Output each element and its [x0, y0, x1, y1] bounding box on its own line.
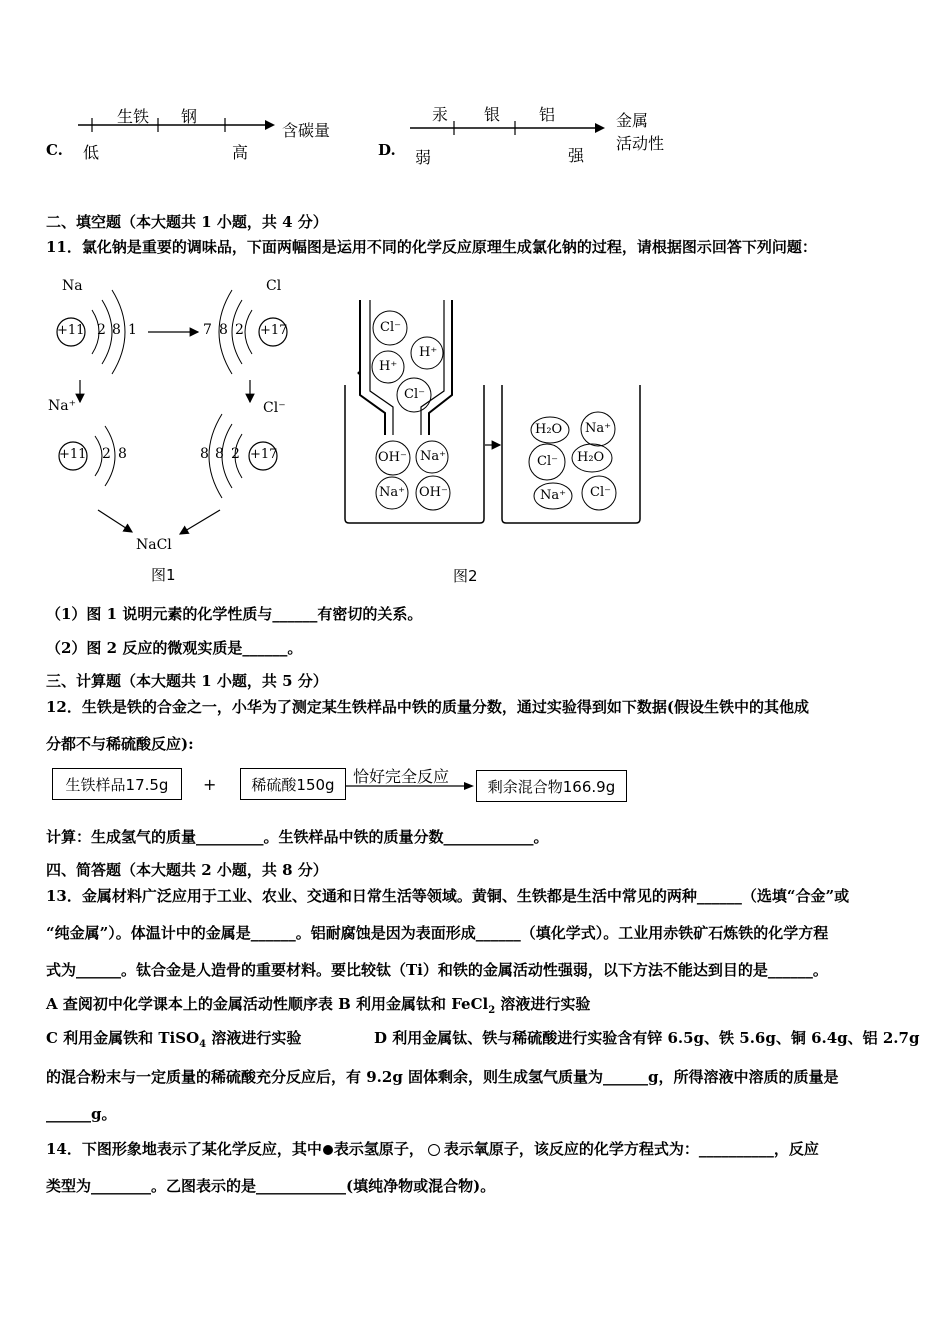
- beaker2-ion-1: H₂O: [535, 422, 563, 437]
- label-pig-iron: 生铁: [117, 107, 150, 126]
- question-13-line-2: “纯金属”）。体温计中的金属是______。铝耐腐蚀是因为表面形成______（填化学式）。工业用赤铁矿石炼铁的化学方程: [46, 924, 829, 942]
- cl-ion-shell-1: 8: [200, 446, 209, 462]
- question-14-line-2: 类型为________。乙图表示的是____________(填纯净物或混合物)。: [46, 1177, 496, 1195]
- label-mercury: 汞: [432, 105, 449, 124]
- cl-shell-2: 8: [219, 322, 228, 338]
- na-ion-shell-1: 2: [102, 446, 111, 462]
- label-na-ion: Na⁺: [48, 398, 76, 414]
- label-na: Na: [62, 278, 83, 294]
- question-13-option-ab: [46, 993, 590, 1016]
- beaker1-ion-2: Na⁺: [420, 449, 446, 464]
- question-11: 11．氯化钠是重要的调味品，下面两幅图是运用不同的化学反应原理生成氯化钠的过程，请根据图示回答下列问题：: [46, 238, 817, 256]
- oxygen-atom-icon: [428, 1144, 440, 1156]
- label-complete-reaction: 恰好完全反应: [353, 767, 450, 786]
- label-aluminum: 铝: [539, 105, 556, 124]
- tube-ion-2: H⁺: [419, 345, 438, 360]
- option-c-letter: C.: [46, 141, 63, 159]
- cl-ion-shell-3: 2: [231, 446, 240, 462]
- beaker2-ion-6: Cl⁻: [590, 485, 611, 500]
- tube-ion-1: Cl⁻: [380, 320, 401, 335]
- question-13-line-1: 13．金属材料广泛应用于工业、农业、交通和日常生活等领域。黄铜、生铁都是生活中常见的两种______（选填“合金”或: [46, 887, 850, 905]
- cl-nucleus-charge: +17: [260, 323, 288, 338]
- na-shell-1: 2: [97, 322, 106, 338]
- beaker1-ion-1: OH⁻: [378, 450, 407, 465]
- option-b-tail: 溶液进行实验: [495, 995, 591, 1013]
- label-cl-ion: Cl⁻: [263, 400, 286, 416]
- box-pig-iron-sample: 生铁样品17.5g: [52, 768, 182, 800]
- section-4-heading: 四、简答题（本大题共 2 小题，共 8 分）: [46, 861, 328, 879]
- label-strong: 强: [568, 146, 585, 165]
- cl-ion-nucleus-charge: +17: [250, 447, 278, 462]
- option-c-subscript: 4: [199, 1039, 207, 1050]
- q14-text-c: 表示氧原子，该反应的化学方程式为：__________，反应: [443, 1140, 819, 1158]
- beaker2-ion-4: H₂O: [577, 450, 605, 465]
- label-low: 低: [83, 143, 100, 162]
- label-metal: 金属: [616, 111, 649, 130]
- question-11-part-1: （1）图 1 说明元素的化学性质与______有密切的关系。: [46, 605, 423, 623]
- na-ion-nucleus-charge: +11: [59, 447, 87, 462]
- option-c-tail: 溶液进行实验: [206, 1029, 302, 1047]
- na-nucleus-charge: +11: [57, 323, 85, 338]
- question-13-line-7: ______g。: [46, 1105, 117, 1123]
- question-12-calc: 计算：生成氢气的质量_________。生铁样品中铁的质量分数____________。: [46, 828, 549, 846]
- cl-shell-1: 7: [203, 322, 212, 338]
- label-activity: 活动性: [616, 134, 665, 153]
- question-11-part-2: （2）图 2 反应的微观实质是______。: [46, 639, 303, 657]
- na-ion-shell-2: 8: [118, 446, 127, 462]
- tube-ion-4: Cl⁻: [404, 387, 425, 402]
- option-c-text: C 利用金属铁和 TiSO: [46, 1029, 200, 1047]
- question-14-line-1: [46, 1138, 819, 1159]
- section-3-heading: 三、计算题（本大题共 1 小题，共 5 分）: [46, 672, 328, 690]
- figure-1-diagram: [40, 270, 310, 590]
- figure-1-caption: 图1: [151, 566, 176, 584]
- na-shell-3: 1: [128, 322, 137, 338]
- beaker1-ion-3: Na⁺: [379, 485, 405, 500]
- beaker2-ion-5: Na⁺: [540, 488, 566, 503]
- hydrogen-atom-icon: [323, 1145, 333, 1155]
- na-shell-2: 8: [112, 322, 121, 338]
- q14-text-b: 表示氢原子，: [333, 1140, 424, 1158]
- beaker1-ion-4: OH⁻: [419, 485, 448, 500]
- box-sulfuric-acid: 稀硫酸150g: [240, 768, 346, 800]
- label-silver: 银: [484, 105, 501, 124]
- beaker2-ion-3: Cl⁻: [537, 454, 558, 469]
- label-weak: 弱: [415, 148, 432, 167]
- reaction-arrow: [346, 778, 476, 794]
- beaker2-ion-2: Na⁺: [585, 421, 611, 436]
- box-remaining-mixture: 剩余混合物166.9g: [476, 770, 627, 802]
- option-ab-text: A 查阅初中化学课本上的金属活动性顺序表 B 利用金属钛和 FeCl: [46, 995, 489, 1013]
- question-13-line-3: 式为______。钛合金是人造骨的重要材料。要比较钛（Ti）和铁的金属活动性强弱，以下方法不能达到目的是______。: [46, 961, 828, 979]
- question-12-line-1: 12．生铁是铁的合金之一，小华为了测定某生铁样品中铁的质量分数，通过实验得到如下数据(假设生铁中的其他成: [46, 698, 809, 716]
- label-carbon-content: 含碳量: [282, 121, 331, 140]
- question-13-option-d: D 利用金属钛、铁与稀硫酸进行实验含有锌 6.5g、铁 5.6g、铜 6.4g、铝 2.7g: [374, 1029, 920, 1047]
- label-high: 高: [232, 143, 249, 162]
- figure-2-caption: 图2: [453, 567, 478, 585]
- option-b-subscript: 2: [488, 1005, 496, 1016]
- question-13-option-c: [46, 1027, 301, 1050]
- section-2-heading: 二、填空题（本大题共 1 小题，共 4 分）: [46, 213, 328, 231]
- label-cl: Cl: [266, 278, 282, 294]
- plus-sign: +: [203, 775, 217, 794]
- label-steel: 钢: [181, 107, 198, 126]
- tube-ion-3: H⁺: [379, 359, 398, 374]
- cl-shell-3: 2: [235, 322, 244, 338]
- q14-text-a: 14．下图形象地表示了某化学反应，其中: [46, 1140, 322, 1158]
- label-nacl: NaCl: [136, 537, 172, 553]
- option-d-letter: D.: [378, 141, 396, 159]
- question-13-line-6: 的混合粉末与一定质量的稀硫酸充分反应后，有 9.2g 固体剩余，则生成氢气质量为______g，所得溶液中溶质的质量是: [46, 1068, 839, 1086]
- question-12-line-2: 分都不与稀硫酸反应):: [46, 735, 194, 753]
- cl-ion-shell-2: 8: [215, 446, 224, 462]
